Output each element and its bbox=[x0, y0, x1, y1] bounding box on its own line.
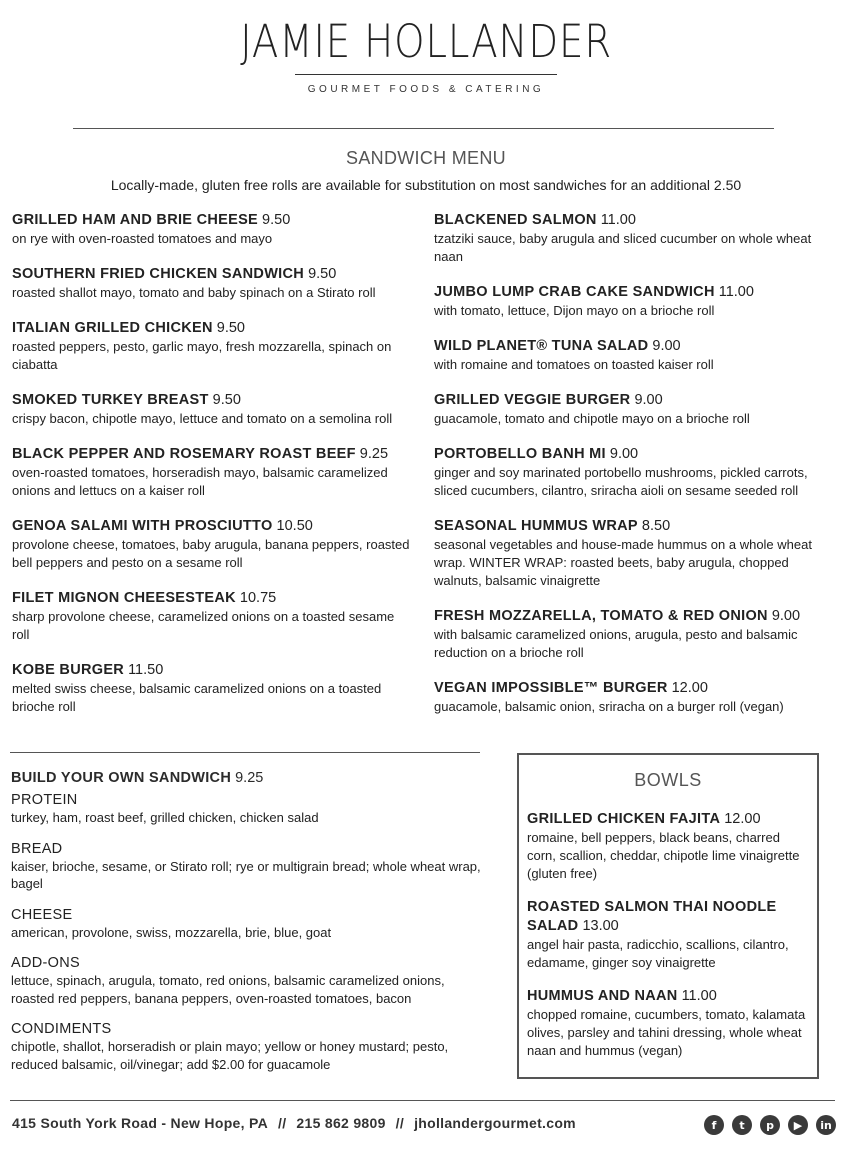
brand-tagline: GOURMET FOODS & CATERING bbox=[307, 84, 545, 95]
menu-item bbox=[12, 445, 412, 500]
item-price: 8.50 bbox=[641, 518, 671, 534]
item-name: GRILLED VEGGIE BURGER bbox=[434, 392, 631, 408]
bowl-item bbox=[527, 898, 809, 972]
item-header bbox=[12, 319, 412, 338]
menu-item bbox=[434, 283, 832, 320]
item-name: SOUTHERN FRIED CHICKEN SANDWICH bbox=[12, 266, 305, 282]
menu-item bbox=[434, 679, 832, 716]
byo-option-items: chipotle, shallot, horseradish or plain mayo; yellow or honey mustard; pesto, reduced balsamic, oil/vinegar; add $2.00 for guacamole bbox=[11, 1039, 449, 1072]
menu-note: Locally-made, gluten free rolls are available for substitution on most sandwiches for an additional 2.50 bbox=[110, 177, 742, 193]
item-description: with romaine and tomatoes on toasted kaiser roll bbox=[434, 357, 714, 372]
byo-option-group bbox=[11, 792, 481, 827]
item-price: 13.00 bbox=[582, 918, 619, 934]
item-header bbox=[12, 391, 412, 410]
pinterest-icon[interactable]: p bbox=[760, 1115, 780, 1135]
item-header bbox=[12, 211, 412, 230]
item-price: 10.50 bbox=[276, 518, 313, 534]
item-price: 9.25 bbox=[359, 446, 389, 462]
byo-option-group bbox=[11, 1021, 481, 1073]
menu-item bbox=[12, 589, 412, 644]
menu-item bbox=[434, 445, 832, 500]
youtube-icon[interactable]: ▶ bbox=[788, 1115, 808, 1135]
footer-divider bbox=[10, 1100, 835, 1101]
bowl-item bbox=[527, 987, 809, 1060]
byo-option-items: american, provolone, swiss, mozzarella, brie, blue, goat bbox=[11, 924, 332, 940]
item-description: seasonal vegetables and house-made hummus on a whole wheat wrap. WINTER WRAP: roasted beets, baby arugula, chopped walnuts, balsamic vinaigrette bbox=[434, 537, 812, 588]
item-description: with tomato, lettuce, Dijon mayo on a brioche roll bbox=[434, 303, 715, 318]
item-header bbox=[434, 445, 832, 464]
menu-item bbox=[434, 607, 832, 662]
menu-item bbox=[12, 319, 412, 374]
item-name: SEASONAL HUMMUS WRAP bbox=[434, 518, 638, 534]
byo-option-label: BREAD bbox=[11, 840, 63, 857]
menu-item bbox=[434, 211, 832, 266]
item-description: melted swiss cheese, balsamic caramelized onions on a toasted brioche roll bbox=[12, 681, 382, 714]
item-header bbox=[12, 661, 412, 680]
item-header bbox=[527, 987, 809, 1006]
byo-option-items: kaiser, brioche, sesame, or Stirato roll; rye or multigrain bread; whole wheat wrap, bagel bbox=[11, 858, 481, 891]
item-header bbox=[434, 211, 832, 230]
footer-phone[interactable]: 215 862 9809 bbox=[296, 1115, 386, 1131]
item-price: 12.00 bbox=[671, 680, 708, 696]
menu-title: SANDWICH MENU bbox=[346, 148, 506, 168]
item-header bbox=[434, 337, 832, 356]
item-name: GRILLED CHICKEN FAJITA bbox=[527, 811, 721, 827]
footer-address: 415 South York Road - New Hope, PA bbox=[12, 1115, 269, 1131]
item-name: ROASTED SALMON THAI NOODLE SALAD bbox=[527, 899, 777, 934]
item-description: chopped romaine, cucumbers, tomato, kalamata olives, parsley and tahini dressing, whole wheat naan and hummus (vegan) bbox=[527, 1007, 806, 1058]
item-header bbox=[434, 679, 832, 698]
byo-price: 9.25 bbox=[235, 770, 264, 786]
item-price: 9.00 bbox=[609, 446, 639, 462]
item-name: KOBE BURGER bbox=[12, 662, 125, 678]
item-price: 11.00 bbox=[681, 988, 717, 1004]
item-name: ITALIAN GRILLED CHICKEN bbox=[12, 320, 213, 336]
brand-header bbox=[0, 14, 852, 95]
item-description: guacamole, tomato and chipotle mayo on a brioche roll bbox=[434, 411, 750, 426]
item-price: 9.50 bbox=[212, 392, 241, 408]
item-description: sharp provolone cheese, caramelized onions on a toasted sesame roll bbox=[12, 609, 395, 642]
bowls-title: BOWLS bbox=[634, 770, 702, 790]
bowl-item bbox=[527, 810, 809, 883]
menu-item bbox=[434, 517, 832, 590]
brand-underline bbox=[295, 74, 557, 75]
item-header bbox=[434, 283, 832, 302]
byo-sections bbox=[11, 792, 481, 1073]
item-header bbox=[12, 589, 412, 608]
item-description: on rye with oven-roasted tomatoes and mayo bbox=[12, 231, 273, 246]
menu-item bbox=[434, 391, 832, 428]
twitter-icon[interactable]: t bbox=[732, 1115, 752, 1135]
item-name: WILD PLANET® TUNA SALAD bbox=[434, 338, 649, 354]
menu-item bbox=[434, 337, 832, 374]
item-description: romaine, bell peppers, black beans, charred corn, scallion, cheddar, chipotle lime vinaigrette (gluten free) bbox=[527, 830, 800, 881]
item-price: 10.75 bbox=[239, 590, 277, 606]
item-header bbox=[527, 898, 809, 936]
byo-option-group bbox=[11, 955, 481, 1007]
item-description: crispy bacon, chipotle mayo, lettuce and tomato on a semolina roll bbox=[12, 411, 393, 426]
menu-item bbox=[12, 211, 412, 248]
item-name: BLACK PEPPER AND ROSEMARY ROAST BEEF bbox=[12, 446, 356, 462]
menu-item bbox=[12, 661, 412, 716]
footer-website[interactable]: jhollandergourmet.com bbox=[414, 1115, 576, 1131]
item-name: SMOKED TURKEY BREAST bbox=[12, 392, 209, 408]
item-header bbox=[12, 265, 412, 284]
item-description: tzatziki sauce, baby arugula and sliced cucumber on whole wheat naan bbox=[434, 231, 812, 264]
byo-header bbox=[11, 769, 481, 788]
item-name: GRILLED HAM AND BRIE CHEESE bbox=[12, 212, 259, 228]
linkedin-icon[interactable]: in bbox=[816, 1115, 836, 1135]
item-price: 11.50 bbox=[128, 662, 164, 678]
item-price: 11.00 bbox=[600, 212, 636, 228]
item-name: HUMMUS AND NAAN bbox=[527, 988, 678, 1004]
item-price: 9.50 bbox=[216, 320, 245, 336]
footer-separator: // bbox=[278, 1115, 287, 1131]
menu-item bbox=[12, 391, 412, 428]
item-name: GENOA SALAMI WITH PROSCIUTTO bbox=[12, 518, 273, 534]
item-name: FILET MIGNON CHEESESTEAK bbox=[12, 590, 236, 606]
social-links bbox=[704, 1115, 836, 1135]
byo-option-group bbox=[11, 907, 481, 942]
item-description: provolone cheese, tomatoes, baby arugula, banana peppers, roasted bell peppers and pesto on a sesame roll bbox=[12, 537, 410, 570]
item-description: ginger and soy marinated portobello mushrooms, pickled carrots, sliced cucumbers, cilantro, sriracha aioli on sesame seeded roll bbox=[434, 465, 808, 498]
byo-option-items: turkey, ham, roast beef, grilled chicken, chicken salad bbox=[11, 810, 319, 825]
item-header bbox=[12, 517, 412, 536]
item-price: 12.00 bbox=[724, 811, 761, 827]
item-description: angel hair pasta, radicchio, scallions, cilantro, edamame, ginger soy vinaigrette bbox=[527, 937, 789, 970]
byo-option-label: PROTEIN bbox=[11, 792, 78, 808]
byo-option-items: lettuce, spinach, arugula, tomato, red onions, balsamic caramelized onions, roasted red peppers, banana peppers, oven-roasted tomatoes, bacon bbox=[11, 973, 445, 1006]
item-name: FRESH MOZZARELLA, TOMATO & RED ONION bbox=[434, 608, 768, 624]
item-description: oven-roasted tomatoes, horseradish mayo, balsamic caramelized onions and lettucs on a kaiser roll bbox=[12, 465, 388, 498]
item-price: 9.50 bbox=[308, 266, 337, 282]
byo-option-group bbox=[11, 841, 481, 893]
item-header bbox=[434, 517, 832, 536]
item-header bbox=[434, 607, 832, 626]
top-divider bbox=[73, 128, 774, 129]
item-description: roasted peppers, pesto, garlic mayo, fresh mozzarella, spinach on ciabatta bbox=[12, 339, 392, 372]
build-your-own-section bbox=[11, 769, 481, 1087]
byo-name: BUILD YOUR OWN SANDWICH bbox=[11, 770, 232, 786]
item-name: BLACKENED SALMON bbox=[434, 212, 597, 228]
item-header bbox=[12, 445, 412, 464]
byo-option-label: CHEESE bbox=[11, 906, 73, 923]
menu-item bbox=[12, 265, 412, 302]
facebook-icon[interactable]: f bbox=[704, 1115, 724, 1135]
item-price: 9.50 bbox=[262, 212, 291, 228]
item-price: 9.00 bbox=[771, 608, 801, 624]
brand-name: JAMIE HOLLANDER bbox=[240, 15, 612, 68]
byo-option-label: ADD-ONS bbox=[11, 955, 80, 971]
menu-column-right bbox=[434, 211, 832, 733]
item-name: JUMBO LUMP CRAB CAKE SANDWICH bbox=[434, 284, 715, 300]
section-divider bbox=[10, 752, 480, 753]
item-price: 11.00 bbox=[718, 284, 754, 300]
item-header bbox=[527, 810, 809, 829]
item-price: 9.00 bbox=[634, 392, 663, 408]
footer bbox=[12, 1115, 576, 1131]
item-name: PORTOBELLO BANH MI bbox=[434, 446, 606, 462]
item-description: guacamole, balsamic onion, sriracha on a burger roll (vegan) bbox=[434, 699, 784, 714]
bowls-list bbox=[527, 810, 809, 1060]
footer-separator: // bbox=[395, 1115, 405, 1131]
menu-column-left bbox=[12, 211, 412, 733]
byo-option-label: CONDIMENTS bbox=[11, 1021, 112, 1037]
bowls-box bbox=[517, 753, 819, 1079]
item-header bbox=[434, 391, 832, 410]
menu-item bbox=[12, 517, 412, 572]
item-description: with balsamic caramelized onions, arugula, pesto and balsamic reduction on a brioche roll bbox=[434, 627, 798, 660]
item-name: VEGAN IMPOSSIBLE™ BURGER bbox=[434, 680, 668, 696]
item-description: roasted shallot mayo, tomato and baby spinach on a Stirato roll bbox=[12, 285, 376, 300]
item-price: 9.00 bbox=[652, 338, 681, 354]
